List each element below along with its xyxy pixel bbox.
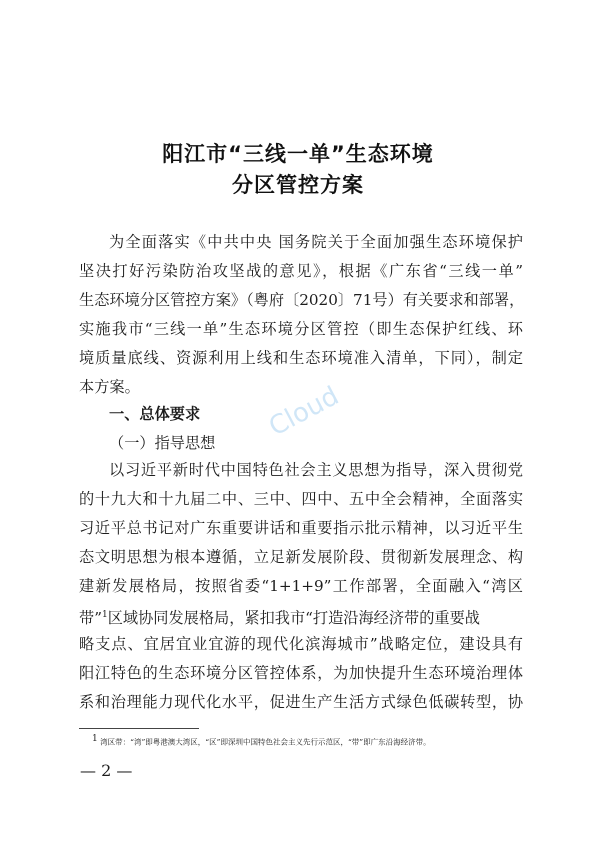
subsection-heading: （一）指导思想 (109, 434, 216, 452)
footnote-text: 湾区带：“湾”即粤港澳大湾区，“区”即深圳中国特色社会主义先行示范区，“带”即广东沿海经济带。 (100, 737, 431, 747)
intro-line: 境质量底线、资源利用上线和生态环境准入清单，下同），制定 (79, 349, 523, 367)
body-text: 区域协同发展格局，紧扣我市“打造沿海经济带的重要战 (107, 609, 480, 628)
body-line: 建新发展格局，按照省委“1+1+9”工作部署，全面融入“湾区 (79, 577, 523, 595)
body-line: 系和治理能力现代化水平，促进生产生活方式绿色低碳转型，协 (79, 693, 523, 711)
intro-line: 生态环境分区管控方案》（粤府〔2020〕71号）有关要求和部署， (79, 291, 525, 309)
body-line: 态文明思想为根本遵循，立足新发展阶段、贯彻新发展理念、构 (79, 548, 523, 566)
body-line: 略支点、宜居宜业宜游的现代化滨海城市”战略定位，建设具有 (79, 635, 523, 653)
intro-line: 实施我市“三线一单”生态环境分区管控（即生态保护红线、环 (79, 320, 523, 338)
watermark-text: Cloud (264, 381, 344, 443)
page-number: — 2 — (80, 761, 133, 780)
body-line: 习近平总书记对广东重要讲话和重要指示批示精神，以习近平生 (79, 519, 523, 537)
footnote-divider (79, 728, 199, 729)
document-title-line-1: 阳江市“三线一单”生态环境 (162, 142, 434, 166)
footnote-number: 1 (92, 734, 98, 744)
body-text: 带” (79, 609, 102, 628)
body-line-with-footnote (79, 605, 523, 628)
body-line: 以习近平新时代中国特色社会主义思想为指导，深入贯彻党 (109, 461, 523, 479)
intro-line: 坚决打好污染防治攻坚战的意见》，根据《广东省“三线一单” (79, 262, 523, 280)
section-heading: 一、总体要求 (109, 405, 201, 423)
footnote (92, 734, 431, 748)
body-line: 阳江特色的生态环境分区管控体系，为加快提升生态环境治理体 (79, 664, 523, 682)
intro-line: 为全面落实《中共中央 国务院关于全面加强生态环境保护 (109, 233, 523, 251)
document-title-line-2: 分区管控方案 (232, 173, 364, 197)
footnote-marker: 1 (101, 610, 108, 620)
body-line: 的十九大和十九届二中、三中、四中、五中全会精神，全面落实 (79, 490, 523, 508)
intro-line: 本方案。 (79, 378, 140, 396)
